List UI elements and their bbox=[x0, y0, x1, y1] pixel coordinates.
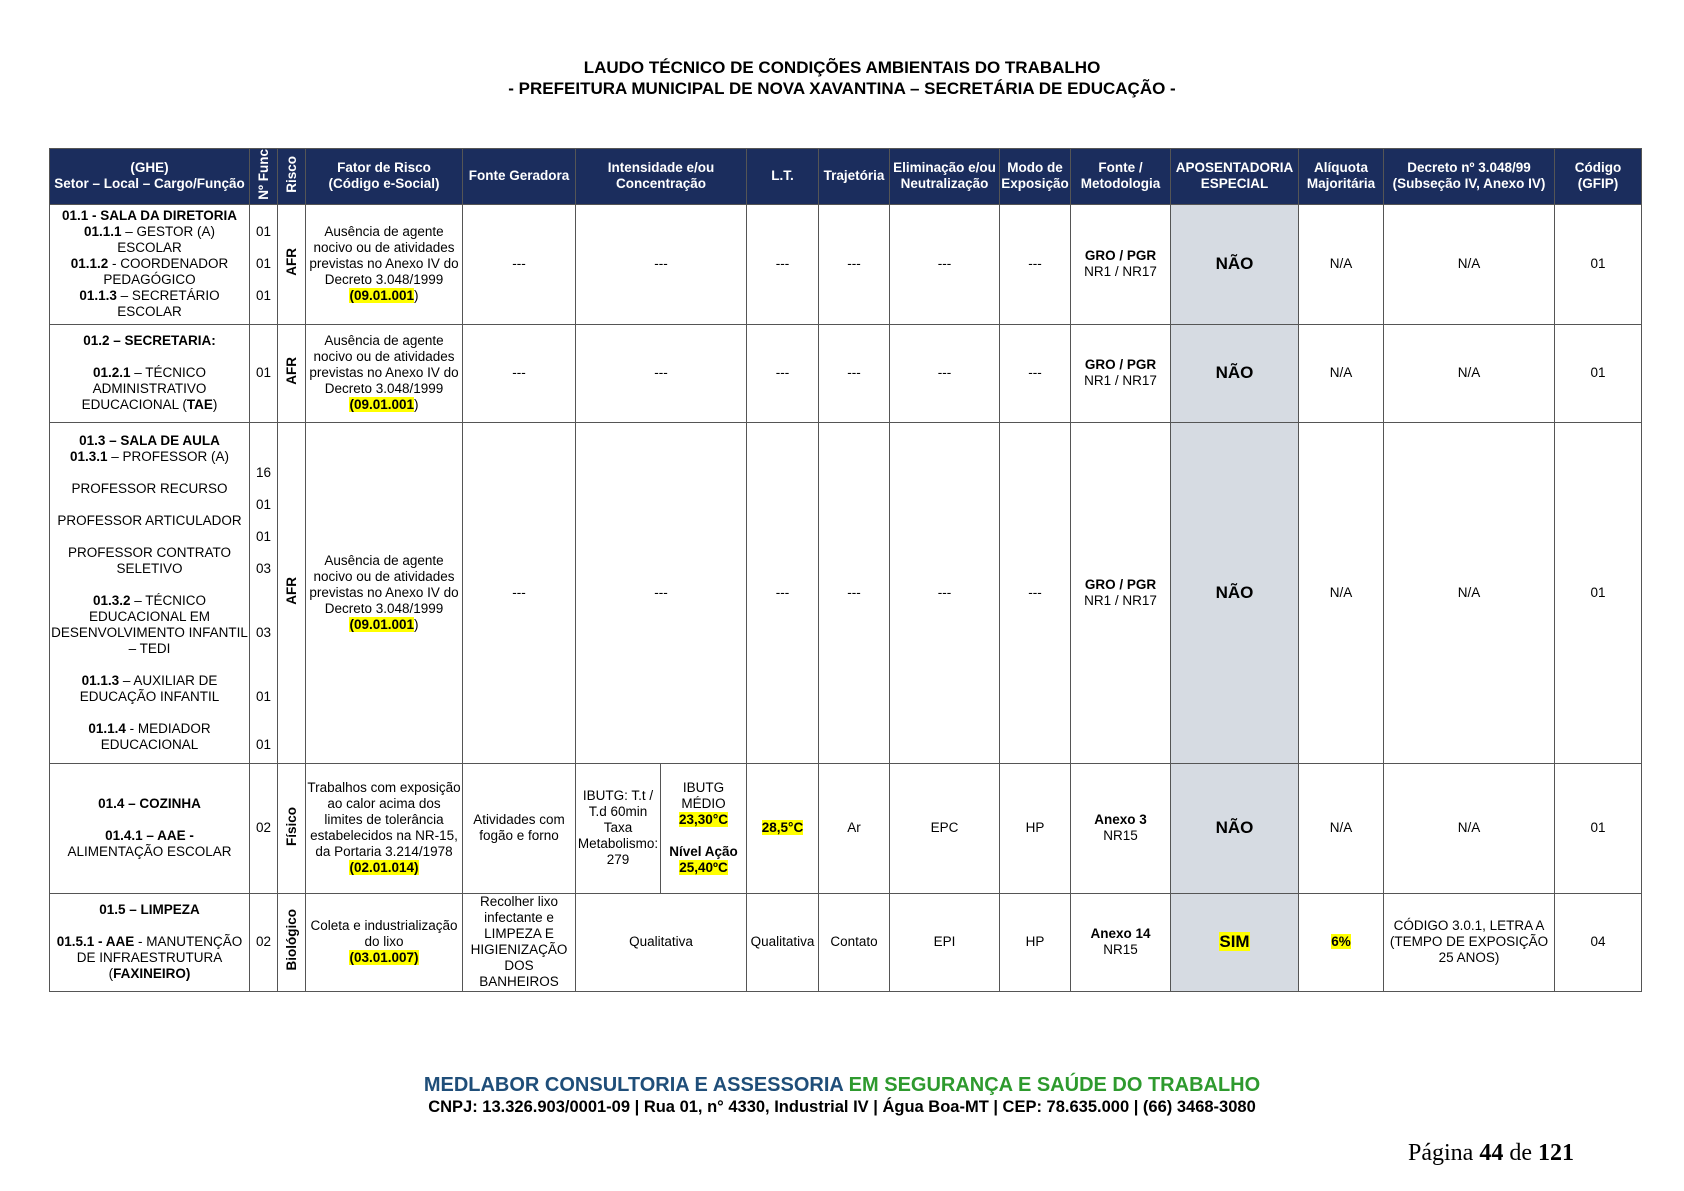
metodologia-cell: GRO / PGR NR1 / NR17 bbox=[1071, 324, 1171, 422]
gfip-cell: 01 bbox=[1555, 763, 1642, 893]
modo-cell: HP bbox=[1000, 893, 1071, 991]
gfip-cell: 01 bbox=[1555, 204, 1642, 324]
decreto-cell: N/A bbox=[1384, 763, 1555, 893]
fator-cell: Ausência de agente nocivo ou de atividades previstas no Anexo IV do Decreto 3.048/1999 (09.01.001) bbox=[306, 422, 463, 763]
col-gfip: Código (GFIP) bbox=[1555, 149, 1642, 205]
aliquota-cell: N/A bbox=[1299, 204, 1384, 324]
intensidade-cell: --- bbox=[576, 422, 747, 763]
metodologia-cell: Anexo 3 NR15 bbox=[1071, 763, 1171, 893]
fonte-cell: Atividades com fogão e forno bbox=[463, 763, 576, 893]
fonte-cell: --- bbox=[463, 204, 576, 324]
nfunc-cell: 02 bbox=[250, 763, 278, 893]
lt-cell: --- bbox=[747, 324, 819, 422]
eliminacao-cell: --- bbox=[890, 324, 1000, 422]
risco-cell: Físico bbox=[278, 763, 306, 893]
decreto-cell: N/A bbox=[1384, 204, 1555, 324]
fator-cell: Coleta e industrialização do lixo (03.01.007) bbox=[306, 893, 463, 991]
eliminacao-cell: --- bbox=[890, 422, 1000, 763]
page-number: Página 44 de 121 bbox=[1408, 1140, 1574, 1166]
setor-cell: 01.4 – COZINHA 01.4.1 – AAE - ALIMENTAÇÃO ESCOLAR bbox=[50, 763, 250, 893]
intensidade-cell: --- bbox=[576, 324, 747, 422]
risco-cell: AFR bbox=[278, 204, 306, 324]
col-aliquota: Alíquota Majoritária bbox=[1299, 149, 1384, 205]
modo-cell: HP bbox=[1000, 763, 1071, 893]
trajetoria-cell: Contato bbox=[819, 893, 890, 991]
trajetoria-cell: --- bbox=[819, 422, 890, 763]
lt-cell: Qualitativa bbox=[747, 893, 819, 991]
fonte-cell: --- bbox=[463, 422, 576, 763]
risco-cell: AFR bbox=[278, 324, 306, 422]
risco-cell: Biológico bbox=[278, 893, 306, 991]
col-risco: Risco bbox=[278, 149, 306, 205]
col-decreto: Decreto nº 3.048/99 (Subseção IV, Anexo IV) bbox=[1384, 149, 1555, 205]
fonte-cell: Recolher lixo infectante e LIMPEZA E HIGIENIZAÇÃO DOS BANHEIROS bbox=[463, 893, 576, 991]
setor-cell: 01.1 - SALA DA DIRETORIA 01.1.1 – GESTOR (A) ESCOLAR 01.1.2 - COORDENADOR PEDAGÓGICO 01.1.3 – SECRETÁRIO ESCOLAR bbox=[50, 204, 250, 324]
col-ghe: (GHE) Setor – Local – Cargo/Função bbox=[50, 149, 250, 205]
table-row bbox=[50, 204, 1642, 324]
fator-cell: Trabalhos com exposição ao calor acima dos limites de tolerância estabelecidos na NR-15, da Portaria 3.214/1978 (02.01.014) bbox=[306, 763, 463, 893]
intensidade-cell: Qualitativa bbox=[576, 893, 747, 991]
metodologia-cell: Anexo 14 NR15 bbox=[1071, 893, 1171, 991]
nfunc-cell: 01 bbox=[250, 324, 278, 422]
modo-cell: --- bbox=[1000, 204, 1071, 324]
col-metodologia: Fonte / Metodologia bbox=[1071, 149, 1171, 205]
aliquota-cell: N/A bbox=[1299, 763, 1384, 893]
setor-cell: 01.3 – SALA DE AULA 01.3.1 – PROFESSOR (A) PROFESSOR RECURSO PROFESSOR ARTICULADOR PROFESSOR CONTRATO SELETIVO 01.3.2 – TÉCNICO EDUCACIONAL EM DESENVOLVIMENTO INFANTIL – TEDI 01.1.3 – AUXILIAR DE EDUCAÇÃO INFANTIL 01.1.4 - MEDIADOR EDUCACIONAL bbox=[50, 422, 250, 763]
col-fator: Fator de Risco (Código e-Social) bbox=[306, 149, 463, 205]
eliminacao-cell: --- bbox=[890, 204, 1000, 324]
table-row bbox=[50, 324, 1642, 422]
aliquota-cell: 6% bbox=[1299, 893, 1384, 991]
risk-table bbox=[49, 148, 1642, 992]
footer-company-name: MEDLABOR CONSULTORIA E ASSESSORIA bbox=[423, 1074, 849, 1096]
modo-cell: --- bbox=[1000, 422, 1071, 763]
col-lt: L.T. bbox=[747, 149, 819, 205]
aposentadoria-cell: NÃO bbox=[1171, 204, 1299, 324]
modo-cell: --- bbox=[1000, 324, 1071, 422]
trajetoria-cell: --- bbox=[819, 324, 890, 422]
aposentadoria-cell: NÃO bbox=[1171, 422, 1299, 763]
nfunc-cell: 02 bbox=[250, 893, 278, 991]
title-line-2: - PREFEITURA MUNICIPAL DE NOVA XAVANTINA – SECRETÁRIA DE EDUCAÇÃO - bbox=[508, 79, 1176, 98]
lt-cell: --- bbox=[747, 422, 819, 763]
decreto-cell: CÓDIGO 3.0.1, LETRA A (TEMPO DE EXPOSIÇÃO 25 ANOS) bbox=[1384, 893, 1555, 991]
risco-cell: AFR bbox=[278, 422, 306, 763]
aliquota-cell: N/A bbox=[1299, 422, 1384, 763]
eliminacao-cell: EPI bbox=[890, 893, 1000, 991]
aposentadoria-cell: NÃO bbox=[1171, 763, 1299, 893]
header-row bbox=[50, 149, 1642, 205]
col-nfunc: Nº Func bbox=[250, 149, 278, 205]
aliquota-cell: N/A bbox=[1299, 324, 1384, 422]
gfip-cell: 01 bbox=[1555, 422, 1642, 763]
trajetoria-cell: Ar bbox=[819, 763, 890, 893]
decreto-cell: N/A bbox=[1384, 324, 1555, 422]
footer-company bbox=[0, 1074, 1684, 1097]
nfunc-cell: 16 01 01 03 03 01 01 bbox=[250, 422, 278, 763]
footer-company-tagline: EM SEGURANÇA E SAÚDE DO TRABALHO bbox=[848, 1074, 1261, 1096]
footer-address: CNPJ: 13.326.903/0001-09 | Rua 01, n° 4330, Industrial IV | Água Boa-MT | CEP: 78.635.000 | (66) 3468-3080 bbox=[428, 1098, 1256, 1116]
table-row bbox=[50, 422, 1642, 763]
table-row bbox=[50, 763, 1642, 893]
decreto-cell: N/A bbox=[1384, 422, 1555, 763]
metodologia-cell: GRO / PGR NR1 / NR17 bbox=[1071, 422, 1171, 763]
table-row bbox=[50, 893, 1642, 991]
document-title bbox=[0, 57, 1684, 99]
title-line-1: LAUDO TÉCNICO DE CONDIÇÕES AMBIENTAIS DO TRABALHO bbox=[583, 58, 1101, 77]
lt-cell: --- bbox=[747, 204, 819, 324]
gfip-cell: 01 bbox=[1555, 324, 1642, 422]
col-fonte: Fonte Geradora bbox=[463, 149, 576, 205]
col-intensidade: Intensidade e/ou Concentração bbox=[576, 149, 747, 205]
fonte-cell: --- bbox=[463, 324, 576, 422]
setor-cell: 01.5 – LIMPEZA 01.5.1 - AAE - MANUTENÇÃO DE INFRAESTRUTURA (FAXINEIRO) bbox=[50, 893, 250, 991]
aposentadoria-cell: NÃO bbox=[1171, 324, 1299, 422]
aposentadoria-cell: SIM bbox=[1171, 893, 1299, 991]
intensidade-cell: --- bbox=[576, 204, 747, 324]
setor-cell: 01.2 – SECRETARIA: 01.2.1 – TÉCNICO ADMINISTRATIVO EDUCACIONAL (TAE) bbox=[50, 324, 250, 422]
fator-cell: Ausência de agente nocivo ou de atividades previstas no Anexo IV do Decreto 3.048/1999 (09.01.001) bbox=[306, 324, 463, 422]
intensidade-right-cell: IBUTG MÉDIO 23,30°C Nível Ação 25,40ºC bbox=[661, 763, 747, 893]
lt-cell: 28,5°C bbox=[747, 763, 819, 893]
col-modo: Modo de Exposição bbox=[1000, 149, 1071, 205]
intensidade-left-cell: IBUTG: T.t / T.d 60min Taxa Metabolismo: 279 bbox=[576, 763, 661, 893]
trajetoria-cell: --- bbox=[819, 204, 890, 324]
fator-cell: Ausência de agente nocivo ou de atividades previstas no Anexo IV do Decreto 3.048/1999 (09.01.001) bbox=[306, 204, 463, 324]
nfunc-cell: 01 01 01 bbox=[250, 204, 278, 324]
metodologia-cell: GRO / PGR NR1 / NR17 bbox=[1071, 204, 1171, 324]
col-aposentadoria: APOSENTADORIA ESPECIAL bbox=[1171, 149, 1299, 205]
col-trajetoria: Trajetória bbox=[819, 149, 890, 205]
col-eliminacao: Eliminação e/ou Neutralização bbox=[890, 149, 1000, 205]
gfip-cell: 04 bbox=[1555, 893, 1642, 991]
eliminacao-cell: EPC bbox=[890, 763, 1000, 893]
